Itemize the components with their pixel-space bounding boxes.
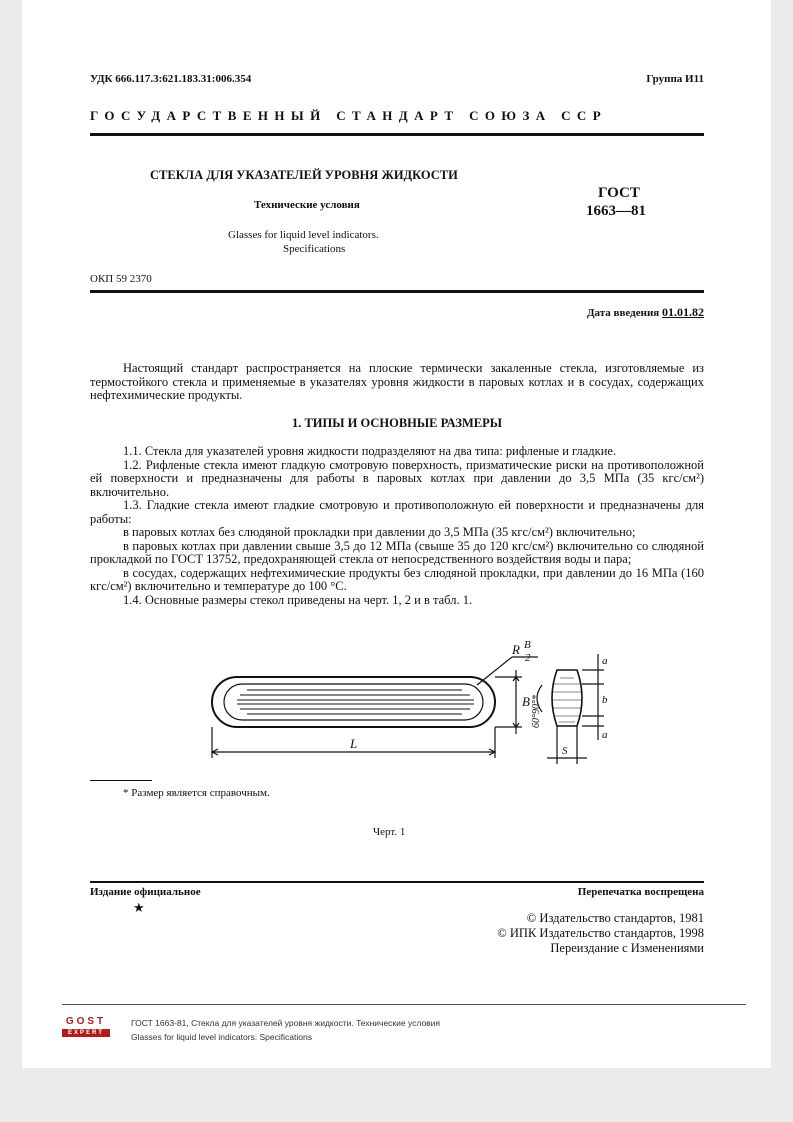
- glass-drawing: [202, 640, 622, 770]
- section1-body: [90, 445, 704, 607]
- gost-label: ГОСТ: [598, 185, 640, 201]
- label-S: S: [562, 745, 568, 757]
- footnote: * Размер является справочным.: [123, 787, 270, 799]
- group-code: Группа И11: [646, 73, 704, 85]
- label-a-top: a: [602, 655, 608, 667]
- para-1-3c: в сосудах, содержащих нефтехимические продукты без слюдяной прокладки, при давлении до 16 МПа (160 кгс/см²) включительно и температуре до 100 °С.: [90, 565, 704, 593]
- label-B: B: [522, 694, 530, 709]
- section-heading: 1. ТИПЫ И ОСНОВНЫЕ РАЗМЕРЫ: [291, 416, 503, 430]
- footer-line-2: Glasses for liquid level indicators. Specifications: [131, 1032, 312, 1042]
- reprint-forbidden: Перепечатка воспрещена: [577, 886, 704, 898]
- para-1-3: 1.3. Гладкие стекла имеют гладкие смотровую и противоположную ей поверхности и предназначены для работы:: [90, 498, 704, 526]
- title-ru: СТЕКЛА ДЛЯ УКАЗАТЕЛЕЙ УРОВНЯ ЖИДКОСТИ: [150, 168, 458, 182]
- glass-ribs: [237, 690, 474, 714]
- title-rule: [90, 290, 704, 293]
- state-standard-banner: ГОСУДАРСТВЕННЫЙ СТАНДАРТ СОЮЗА ССР: [90, 108, 608, 123]
- okp-code: ОКП 59 2370: [90, 273, 152, 285]
- intro-paragraph: Настоящий стандарт распространяется на плоские термически закаленные стекла, изготовляемые из термостойкого стекла и применяемые в указателях уровня жидкости в паровых котлах и в сосудах, содержащих нефтехимические продукты.: [90, 361, 704, 402]
- intro-date: [587, 305, 704, 320]
- gost-number: 1663—81: [586, 203, 646, 219]
- label-angle: 60°90°*: [531, 695, 542, 728]
- title-en-2: Specifications: [283, 243, 346, 255]
- label-R: R: [512, 642, 520, 657]
- para-1-1: 1.1. Стекла для указателей уровня жидкости подразделяют на два типа: рифленые и гладкие.: [123, 444, 617, 458]
- label-B-frac: B: [524, 640, 531, 651]
- label-L: L: [350, 736, 358, 751]
- edition-official: Издание официальное: [90, 886, 201, 898]
- star-mark: ★: [133, 900, 145, 915]
- para-1-2: 1.2. Рифленые стекла имеют гладкую смотровую поверхность, призматические риски на противоположной ей поверхности и предназначены для работы в паровых котлах при давлении до 3,5 МПа (35 кгс/см²) включительно.: [90, 457, 704, 499]
- copyright-1998: © ИПК Издательство стандартов, 1998: [497, 926, 704, 940]
- label-b: b: [602, 694, 608, 706]
- para-1-3a: в паровых котлах без слюдяной прокладки при давлении до 3,5 МПа (35 кгс/см²) включительно;: [123, 525, 636, 539]
- label-2: 2: [525, 652, 531, 664]
- title-ru-sub: Технические условия: [254, 199, 360, 211]
- footnote-rule: [90, 780, 152, 781]
- copyright-1981: © Издательство стандартов, 1981: [526, 911, 704, 925]
- para-1-3b: в паровых котлах при давлении свыше 3,5 до 12 МПа (свыше 35 до 120 кгс/см²) включительно со слюдяной прокладкой по ГОСТ 13752, предохраняющей стекла от непосредственного воздействия воды и пара;: [90, 538, 704, 566]
- reissue-note: Переиздание с Изменениями: [550, 941, 704, 955]
- footer-line-1: ГОСТ 1663-81, Стекла для указателей уровня жидкости. Технические условия: [131, 1018, 441, 1028]
- logo-gost: GOST: [62, 1017, 110, 1027]
- label-a-bottom: a: [602, 729, 608, 741]
- udk-code: УДК 666.117.3:621.183.31:006.354: [90, 73, 252, 85]
- header-rule: [90, 133, 704, 136]
- intro-date-label: Дата введения: [586, 307, 660, 319]
- para-1-4: 1.4. Основные размеры стекол приведены на черт. 1, 2 и в табл. 1.: [123, 592, 473, 607]
- intro-date-value: 01.01.82: [662, 305, 704, 319]
- title-en-1: Glasses for liquid level indicators.: [228, 229, 379, 241]
- document-page: [22, 0, 771, 1068]
- cross-section: [552, 670, 582, 726]
- copyright-block: [497, 911, 704, 956]
- logo-expert: EXPERT: [62, 1029, 110, 1037]
- bottom-rule: [90, 881, 704, 883]
- figure-caption: Черт. 1: [373, 826, 406, 838]
- footer-rule: [62, 1004, 746, 1005]
- glass-inner-outline: [224, 684, 483, 720]
